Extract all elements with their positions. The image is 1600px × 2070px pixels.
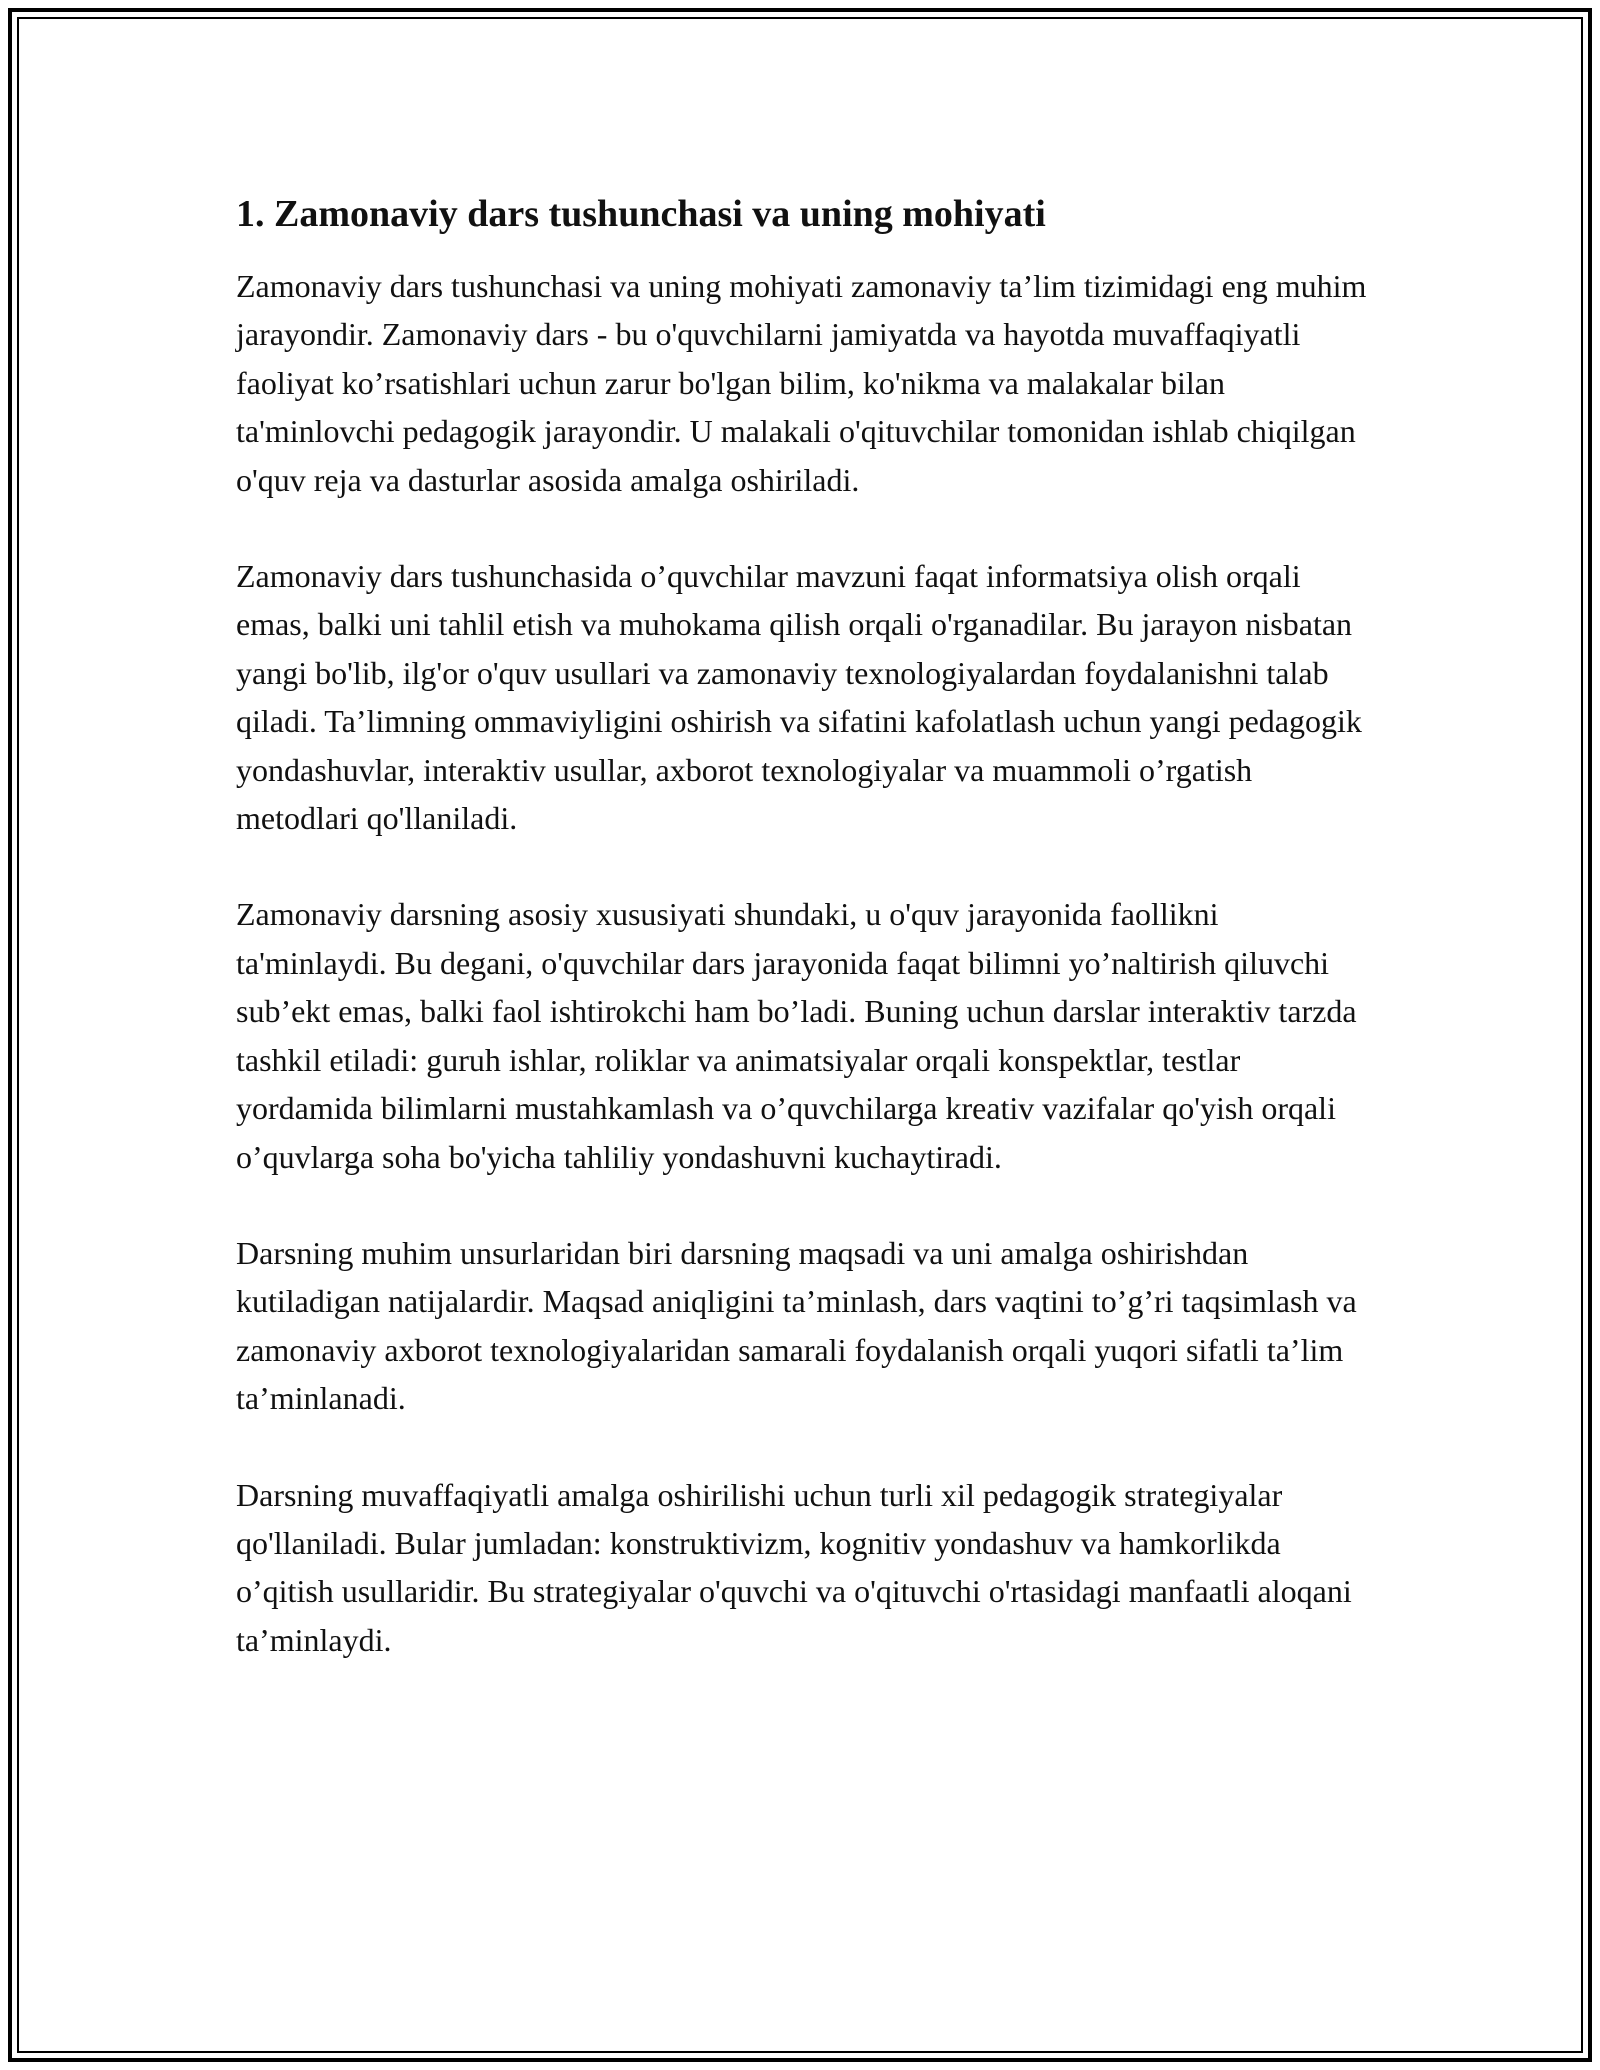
paragraph-4: Darsning muhim unsurlaridan biri darsning maqsadi va uni amalga oshirishdan kutiladigan natijalardir. Maqsad aniqligini ta’minlash, dars vaqtini to’g’ri taqsimlash va zamonaviy axborot texnologiyalaridan samarali foydalanish orqali yuqori sifatli ta’lim ta’minlanadi. — [236, 1234, 1357, 1417]
paragraph-2: Zamonaviy dars tushunchasida o’quvchilar mavzuni faqat informatsiya olish orqali emas, balki uni tahlil etish va muhokama qilish orqali o'rganadilar. Bu jarayon nisbatan yangi bo'lib, ilg'or o'quv usullari va zamonaviy texnologiyalardan foydalanishni talab qiladi. Ta’limning ommaviyligini oshirish va sifatini kafolatlash uchun yangi pedagogik yondashuvlar, interaktiv usullar, axborot texnologiyalar va muammoli o’rgatish metodlari qo'llaniladi. — [236, 558, 1362, 837]
document-body — [236, 186, 1376, 1712]
paragraph-5: Darsning muvaffaqiyatli amalga oshirilishi uchun turli xil pedagogik strategiyalar qo'llaniladi. Bular jumladan: konstruktivizm, kognitiv yondashuv va hamkorlikda o’qitish usullaridir. Bu strategiyalar o'quvchi va o'qituvchi o'rtasidagi manfaatli aloqani ta’minlaydi. — [236, 1476, 1352, 1658]
paragraph-3: Zamonaviy darsning asosiy xususiyati shundaki, u o'quv jarayonida faollikni ta'minlaydi. Bu degani, o'quvchilar dars jarayonida faqat bilimni yo’naltirish qiluvchi sub’ekt emas, balki faol ishtirokchi ham bo’ladi. Buning uchun darslar interaktiv tarzda tashkil etiladi: guruh ishlar, roliklar va animatsiyalar orqali konspektlar, testlar yordamida bilimlarni mustahkamlash va o’quvchilarga kreativ vazifalar qo'yish orqali o’quvlarga soha bo'yicha tahliliy yondashuvni kuchaytiradi. — [236, 896, 1357, 1175]
section-heading: 1. Zamonaviy dars tushunchasi va uning mohiyati — [236, 193, 1046, 235]
paragraph-1: Zamonaviy dars tushunchasi va uning mohiyati zamonaviy ta’lim tizimidagi eng muhim jarayondir. Zamonaviy dars - bu o'quvchilarni jamiyatda va hayotda muvaffaqiyatli faoliyat ko’rsatishlari uchun zarur bo'lgan bilim, ko'nikma va malakalar bilan ta'minlovchi pedagogik jarayondir. U malakali o'qituvchilar tomonidan ishlab chiqilgan o'quv reja va dasturlar asosida amalga oshiriladi. — [236, 268, 1367, 498]
